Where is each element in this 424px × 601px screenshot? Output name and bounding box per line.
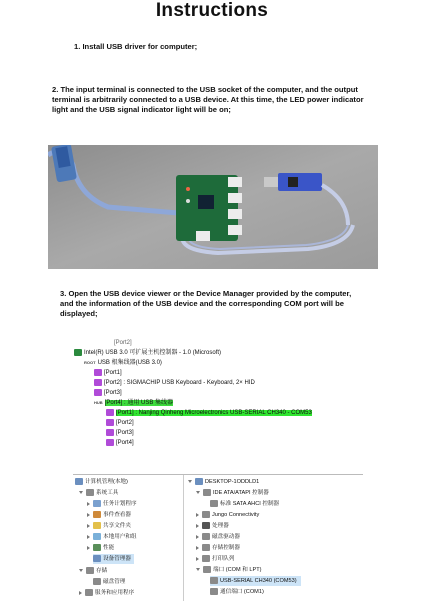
chevron-down-icon: [196, 491, 200, 494]
tree-hub-port-1[interactable]: [Port1] : Nanjing Qinheng Microelectronics USB-SERIAL CH340 - COM53: [106, 408, 312, 418]
cm-services[interactable]: 服务和应用程序: [79, 588, 134, 598]
cm-item-event-viewer[interactable]: 事件查看器: [87, 510, 131, 520]
dm-port-ch340[interactable]: USB-SERIAL CH340 (COM53): [210, 576, 301, 586]
root-hub-icon: ROOT: [84, 360, 96, 365]
chevron-right-icon: [196, 513, 199, 517]
cm-item-shared-folders[interactable]: 共享文件夹: [87, 521, 131, 531]
controller-icon: [210, 500, 218, 507]
chevron-down-icon: [196, 568, 200, 571]
dm-port-com1[interactable]: 通信端口 (COM1): [210, 587, 264, 597]
storage-icon: [86, 567, 94, 574]
port-icon: [210, 588, 218, 595]
tree-port-2[interactable]: [Port2] : SIGMACHIP USB Keyboard - Keyboard, 2× HID: [94, 378, 255, 388]
device-manager-window: [73, 474, 363, 601]
product-photo: [48, 145, 378, 269]
dm-storage-controllers[interactable]: 存储控制器: [196, 543, 240, 553]
cm-item-task-scheduler[interactable]: 任务计划程序: [87, 499, 137, 509]
performance-icon: [93, 544, 101, 551]
dm-ports[interactable]: 端口 (COM 和 LPT): [196, 565, 261, 575]
computer-management-tree: [73, 475, 184, 601]
event-icon: [93, 511, 101, 518]
chevron-right-icon: [196, 535, 199, 539]
folder-icon: [93, 522, 101, 529]
chevron-right-icon: [87, 513, 90, 517]
device-manager-tree: [184, 475, 363, 601]
chevron-right-icon: [196, 557, 199, 561]
dm-processor[interactable]: 处理器: [196, 521, 229, 531]
chevron-down-icon: [188, 480, 192, 483]
tree-port-1[interactable]: [Port1]: [94, 368, 122, 378]
controller-icon: [74, 349, 82, 356]
cm-item-performance[interactable]: 性能: [87, 543, 114, 553]
port-icon: [94, 369, 102, 376]
services-icon: [85, 589, 93, 596]
computer-icon: [75, 478, 83, 485]
page-title: Instructions: [155, 0, 269, 21]
port-icon: [106, 419, 114, 426]
tree-controller[interactable]: Intel(R) USB 3.0 可扩展主机控制器 - 1.0 (Microsoft): [74, 348, 221, 358]
port-icon: [106, 409, 114, 416]
tree-port-3[interactable]: [Port3]: [94, 388, 122, 398]
dm-jungo[interactable]: Jungo Connectivity: [196, 510, 259, 520]
cm-item-local-users[interactable]: 本地用户和组: [87, 532, 137, 542]
cm-root[interactable]: 计算机管理(本地): [75, 477, 128, 487]
chevron-right-icon: [196, 546, 199, 550]
tree-hub[interactable]: HUB [Port4] : 通用 USB 集线器: [94, 400, 174, 406]
port-icon: [203, 566, 211, 573]
cm-disk-management[interactable]: 磁盘管理: [93, 577, 125, 587]
cm-item-device-manager[interactable]: 设备管理器: [93, 554, 134, 564]
tree-hub-port-2[interactable]: [Port2]: [106, 418, 134, 428]
step-1: 1. Install USB driver for computer;: [74, 42, 198, 51]
clock-icon: [93, 500, 101, 507]
dm-ide[interactable]: IDE ATA/ATAPI 控制器: [196, 488, 269, 498]
port-icon: [210, 577, 218, 584]
port-icon: [94, 389, 102, 396]
printer-icon: [202, 555, 210, 562]
device-manager-icon: [93, 555, 101, 562]
disk-icon: [202, 533, 210, 540]
chevron-right-icon: [87, 546, 90, 550]
dm-ide-child[interactable]: 标准 SATA AHCI 控制器: [210, 499, 279, 509]
port-icon: [94, 379, 102, 386]
cm-storage[interactable]: 存储: [79, 566, 107, 576]
step-3: 3. Open the USB device viewer or the Device Manager provided by the computer, and the information of the USB device and the corresponding COM port will be displayed;: [60, 289, 352, 318]
tree-hub-port-4[interactable]: [Port4]: [106, 438, 134, 448]
disk-icon: [93, 578, 101, 585]
chevron-right-icon: [196, 524, 199, 528]
chevron-right-icon: [79, 591, 82, 595]
tree-hub-port-3[interactable]: [Port3]: [106, 428, 134, 438]
tools-icon: [86, 489, 94, 496]
tree-cut-row: [Port2]: [114, 340, 132, 346]
device-icon: [202, 511, 210, 518]
cpu-icon: [202, 522, 210, 529]
chevron-right-icon: [87, 524, 90, 528]
dm-print-queues[interactable]: 打印队列: [196, 554, 234, 564]
users-icon: [93, 533, 101, 540]
chevron-right-icon: [87, 502, 90, 506]
chevron-down-icon: [79, 569, 83, 572]
cm-system-tools[interactable]: 系统工具: [79, 488, 118, 498]
dm-root[interactable]: DESKTOP-1ODDLD1: [188, 477, 259, 487]
dm-disk-drives[interactable]: 磁盘驱动器: [196, 532, 240, 542]
storage-icon: [202, 544, 210, 551]
step-2: 2. The input terminal is connected to the USB socket of the computer, and the output terminal is arbitrarily connected to a USB device. At this time, the LED power indicator light and the USB signal indicator light will be on;: [52, 85, 364, 114]
usb-device-tree: [74, 342, 364, 454]
computer-icon: [195, 478, 203, 485]
ide-icon: [203, 489, 211, 496]
hub-icon: HUB: [94, 400, 103, 405]
chevron-down-icon: [79, 491, 83, 494]
tree-root-hub[interactable]: ROOT USB 根集线器(USB 3.0): [84, 360, 162, 366]
chevron-right-icon: [87, 535, 90, 539]
port-icon: [106, 439, 114, 446]
port-icon: [106, 429, 114, 436]
